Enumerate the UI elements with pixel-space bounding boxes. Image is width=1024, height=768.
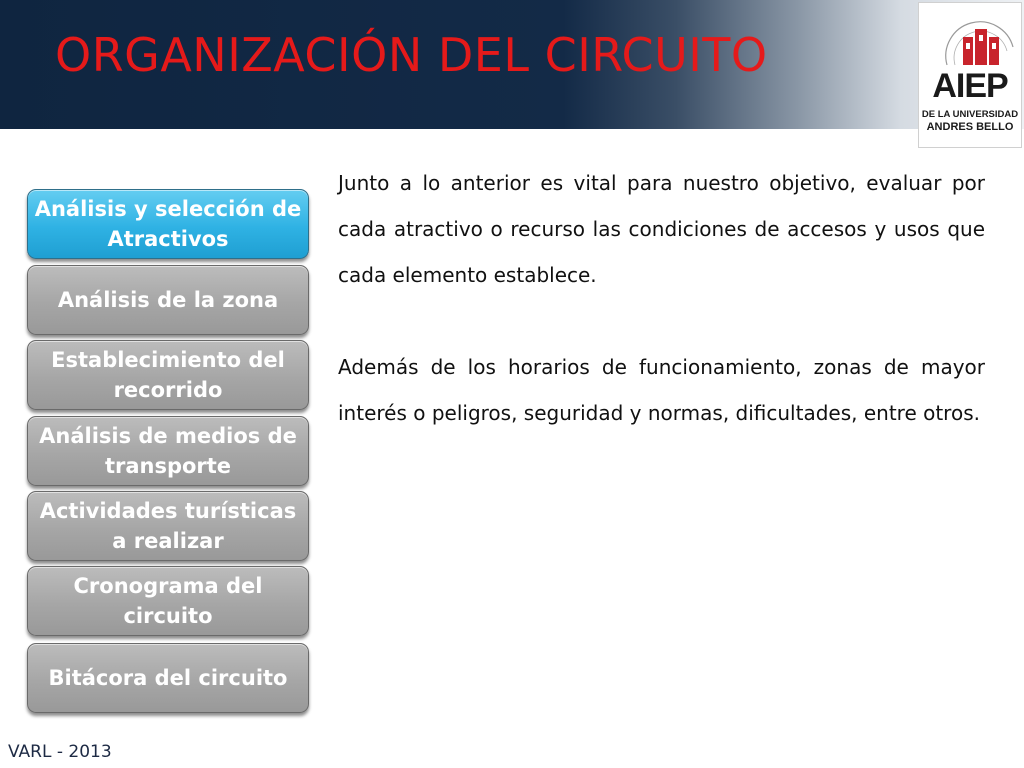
step-bitacora[interactable]: [27, 643, 309, 713]
step-label: Análisis de la zona: [57, 288, 279, 312]
logo-subtitle-line2: ANDRES BELLO: [926, 121, 1014, 133]
step-cronograma[interactable]: [27, 566, 309, 636]
step-label: Actividades turísticas a realizar: [39, 499, 297, 553]
content-text: [338, 160, 985, 436]
step-actividades-turisticas[interactable]: [27, 491, 309, 561]
university-seal-icon: [937, 7, 1017, 67]
step-label: Establecimiento del recorrido: [51, 348, 285, 402]
step-label: Bitácora del circuito: [48, 666, 288, 690]
step-label: Cronograma del circuito: [73, 574, 263, 628]
header-banner: [0, 0, 1024, 129]
footer-credit: VARL - 2013: [8, 742, 112, 762]
step-analisis-atractivos[interactable]: [27, 189, 309, 259]
content-paragraph-2: Además de los horarios de funcionamiento, zonas de mayor interés o peligros, seguridad y normas, dificultades, entre otros.: [338, 355, 985, 425]
step-analisis-zona[interactable]: [27, 265, 309, 335]
aiep-logo: [918, 2, 1022, 148]
step-establecimiento-recorrido[interactable]: [27, 340, 309, 410]
step-label: Análisis y selección de Atractivos: [34, 197, 302, 251]
logo-subtitle-line1: DE LA UNIVERSIDAD: [921, 109, 1019, 120]
step-medios-transporte[interactable]: [27, 416, 309, 486]
logo-wordmark: AIEP: [932, 67, 1008, 105]
page-title: ORGANIZACIÓN DEL CIRCUITO: [55, 28, 768, 82]
content-paragraph-1: Junto a lo anterior es vital para nuestro objetivo, evaluar por cada atractivo o recurso las condiciones de accesos y usos que cada elemento establece.: [338, 171, 985, 287]
step-label: Análisis de medios de transporte: [39, 424, 297, 478]
